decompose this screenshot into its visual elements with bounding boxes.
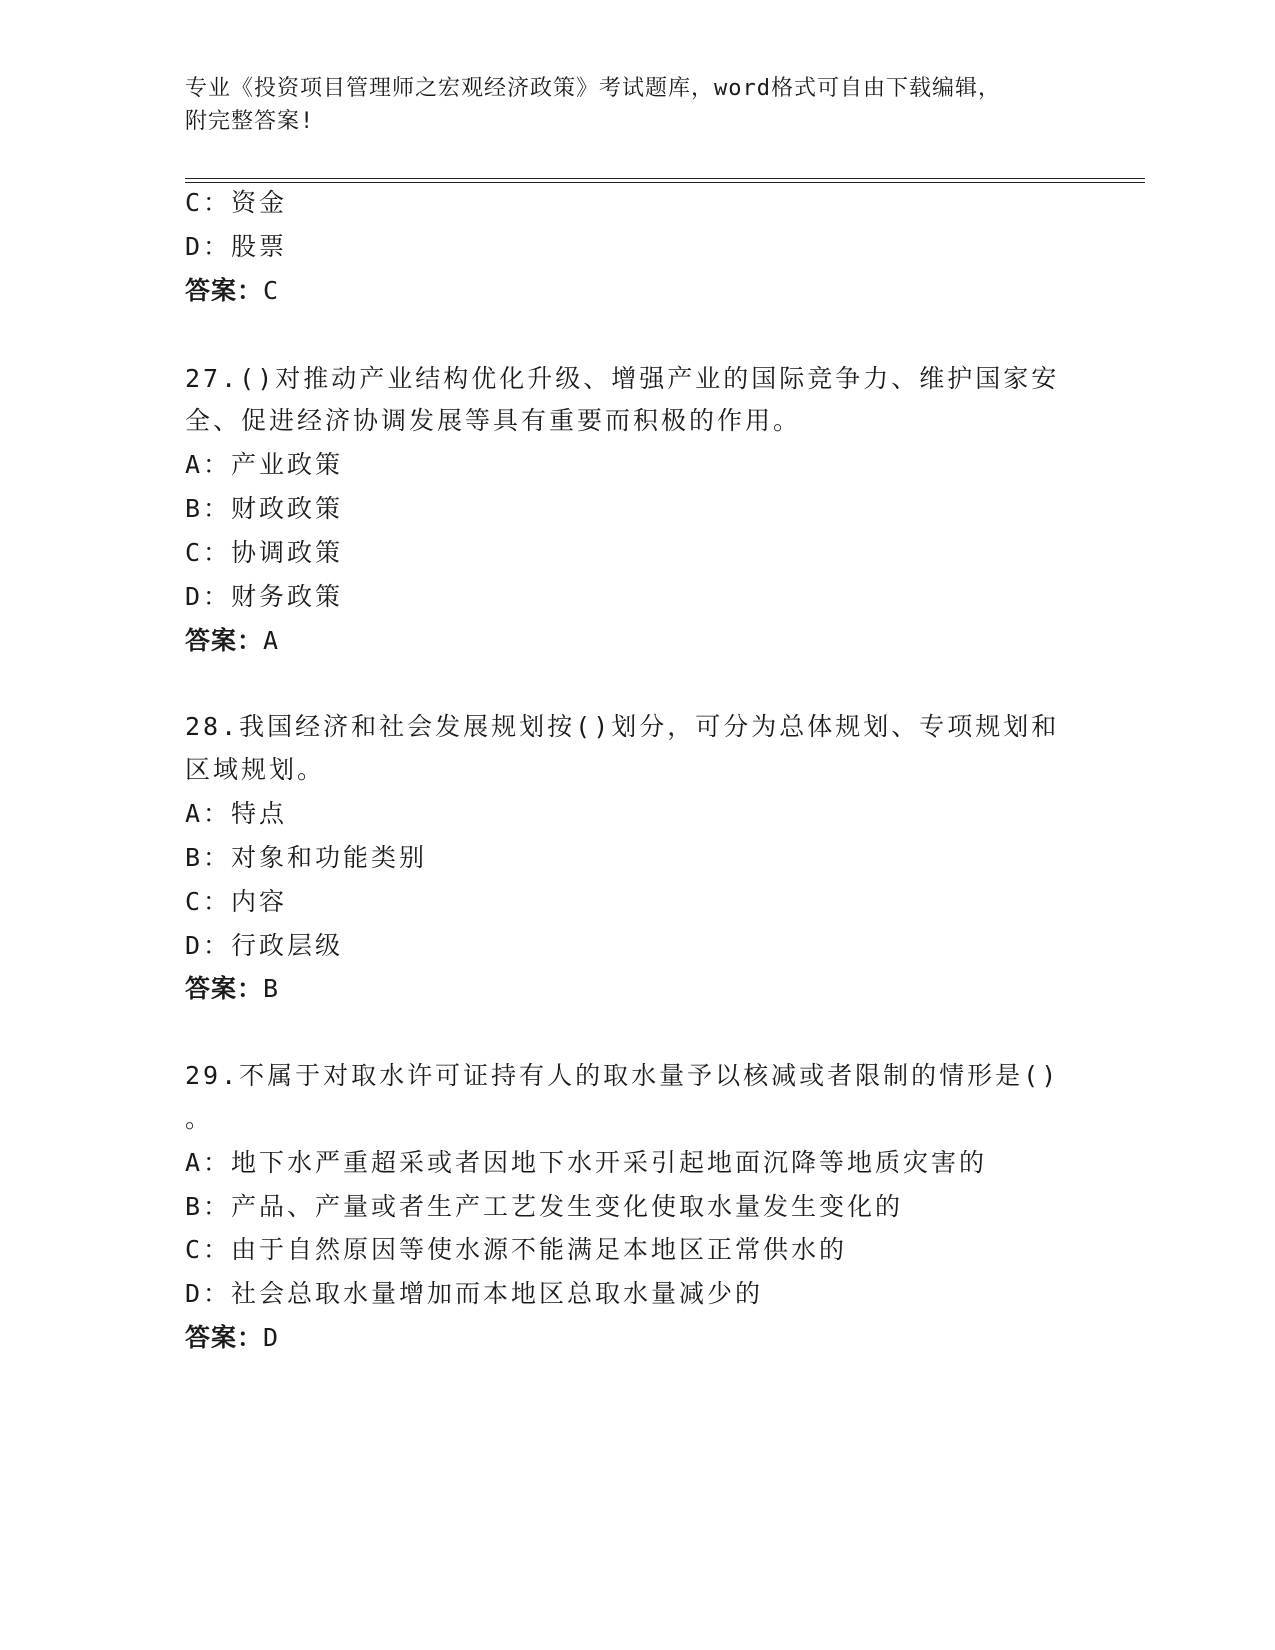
answer-label: 答案： [185,626,264,655]
q29-option-c: C：由于自然原因等使水源不能满足本地区正常供水的 [185,1235,848,1264]
q27-stem-line-2: 全、促进经济协调发展等具有重要而积极的作用。 [185,406,802,435]
q27-answer [185,626,279,656]
answer-value: D [263,1323,280,1352]
answer-label: 答案： [185,276,264,305]
answer-label: 答案： [185,1323,264,1352]
answer-label: 答案： [185,974,264,1003]
q28-answer [185,974,279,1004]
header-divider-bottom [185,182,1145,183]
q28-stem-line-2: 区域规划。 [185,755,326,784]
q26-option-d: D：股票 [185,232,288,261]
header-divider-top [185,178,1145,179]
answer-value: C [263,276,280,305]
q29-option-d: D：社会总取水量增加而本地区总取水量减少的 [185,1279,764,1308]
q28-option-d: D：行政层级 [185,931,344,960]
q27-option-d: D：财务政策 [185,582,344,611]
q28-stem-line-1: 28.我国经济和社会发展规划按()划分，可分为总体规划、专项规划和 [185,712,1060,741]
q29-stem-line-2: 。 [185,1104,214,1133]
q27-option-a: A：产业政策 [185,450,344,479]
q26-option-c: C：资金 [185,188,288,217]
q27-option-c: C：协调政策 [185,538,344,567]
answer-value: A [263,626,280,655]
q27-stem-line-1: 27.()对推动产业结构优化升级、增强产业的国际竞争力、维护国家安 [185,364,1060,393]
q27-option-b: B：财政政策 [185,494,344,523]
q29-option-b: B：产品、产量或者生产工艺发生变化使取水量发生变化的 [185,1192,904,1221]
q28-option-c: C：内容 [185,887,288,916]
q26-answer [185,276,279,306]
q28-option-a: A：特点 [185,799,288,828]
q29-answer [185,1323,279,1353]
answer-value: B [263,974,280,1003]
q29-option-a: A：地下水严重超采或者因地下水开采引起地面沉降等地质灾害的 [185,1148,988,1177]
header-line-2: 附完整答案! [185,109,315,134]
header-line-1: 专业《投资项目管理师之宏观经济政策》考试题库，word格式可自由下载编辑， [185,76,1001,101]
q29-stem-line-1: 29.不属于对取水许可证持有人的取水量予以核减或者限制的情形是() [185,1061,1060,1090]
document-header [185,72,1085,138]
q28-option-b: B：对象和功能类别 [185,843,428,872]
